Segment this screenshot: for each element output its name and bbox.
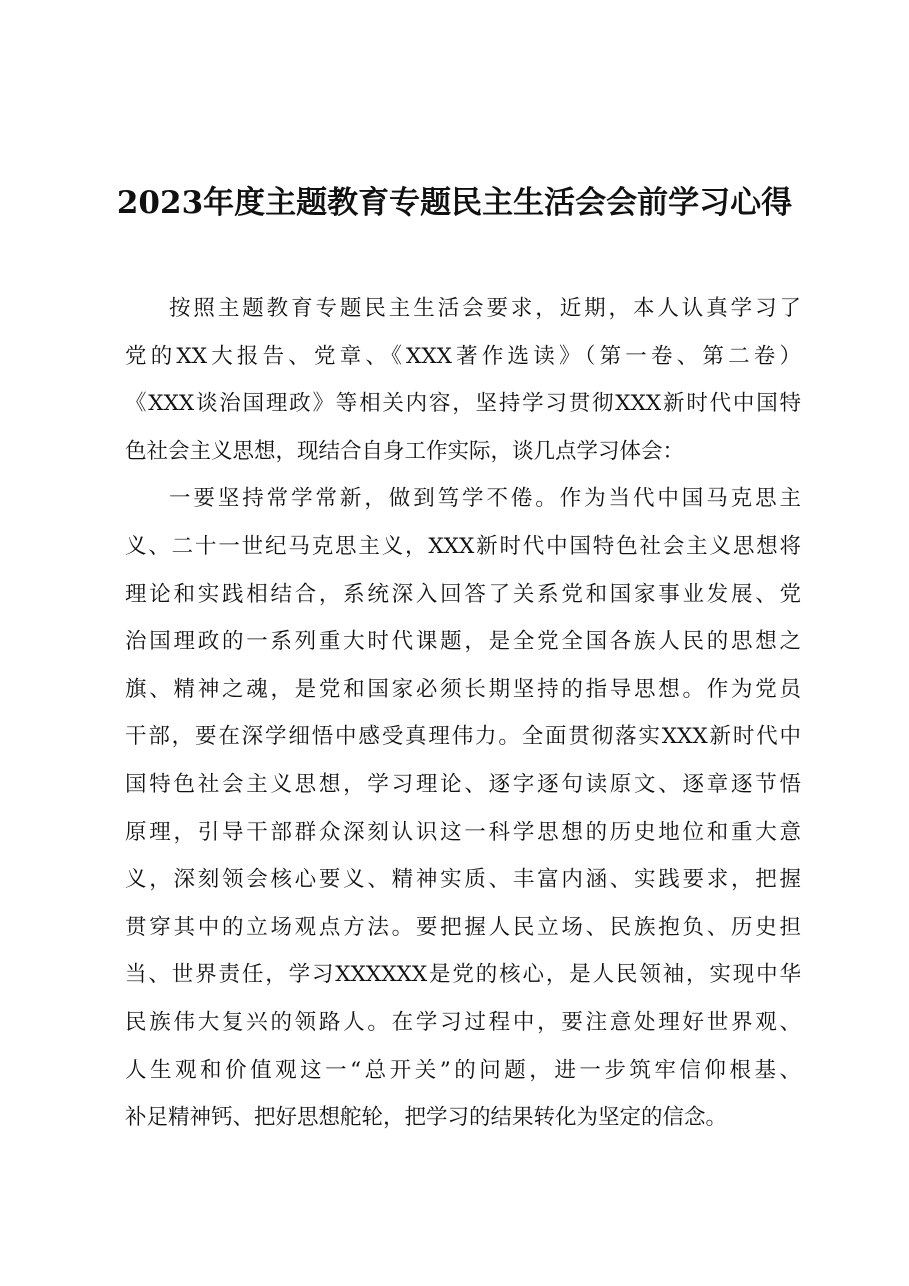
paragraph-2-line: 治国理政的一系列重大时代课题，是全党全国各族人民的思想之 xyxy=(125,629,801,655)
paragraph-2-line: 干部，要在深学细悟中感受真理伟力。全面贯彻落实XXX新时代中 xyxy=(125,724,801,750)
document-title: 2023年度主题教育专题民主生活会会前学习心得 xyxy=(116,185,793,221)
paragraph-2-line: 旗、精神之魂，是党和国家必须长期坚持的指导思想。作为党员 xyxy=(125,676,801,702)
paragraph-2-line: 民族伟大复兴的领路人。在学习过程中，要注意处理好世界观、 xyxy=(125,1009,801,1035)
paragraph-2-line: 国特色社会主义思想，学习理论、逐字逐句读原文、逐章逐节悟 xyxy=(125,771,801,797)
paragraph-2-line: 义，深刻领会核心要义、精神实质、丰富内涵、实践要求，把握 xyxy=(125,867,801,893)
document-body xyxy=(125,285,801,1142)
paragraph-2-line: 一要坚持常学常新，做到笃学不倦。作为当代中国马克思主 xyxy=(169,486,801,512)
paragraph-2-line: 贯穿其中的立场观点方法。要把握人民立场、民族抱负、历史担 xyxy=(125,914,801,940)
paragraph-2-line: 补足精神钙、把好思想舵轮，把学习的结果转化为坚定的信念。 xyxy=(125,1105,728,1131)
paragraph-1-line: 按照主题教育专题民主生活会要求，近期，本人认真学习了 xyxy=(169,296,801,321)
paragraph-2-line: 原理，引导干部群众深刻认识这一科学思想的历史地位和重大意 xyxy=(125,819,801,845)
paragraph-2-line: 理论和实践相结合，系统深入回答了关系党和国家事业发展、党 xyxy=(125,581,801,607)
paragraph-2-line: 人生观和价值观这一“总开关”的问题，进一步筑牢信仰根基、 xyxy=(125,1057,801,1083)
paragraph-1-line: 党的XX大报告、党章、《XXX著作选读》（第一卷、第二卷） xyxy=(125,343,801,369)
paragraph-2-line: 当、世界责任，学习XXXXXX是党的核心，是人民领袖，实现中华 xyxy=(125,962,801,988)
paragraph-1-line: 《XXX谈治国理政》等相关内容，坚持学习贯彻XXX新时代中国特 xyxy=(125,391,801,417)
paragraph-1-line: 色社会主义思想，现结合自身工作实际，谈几点学习体会： xyxy=(125,438,685,464)
paragraph-2-line: 义、二十一世纪马克思主义，XXX新时代中国特色社会主义思想将 xyxy=(125,533,801,559)
